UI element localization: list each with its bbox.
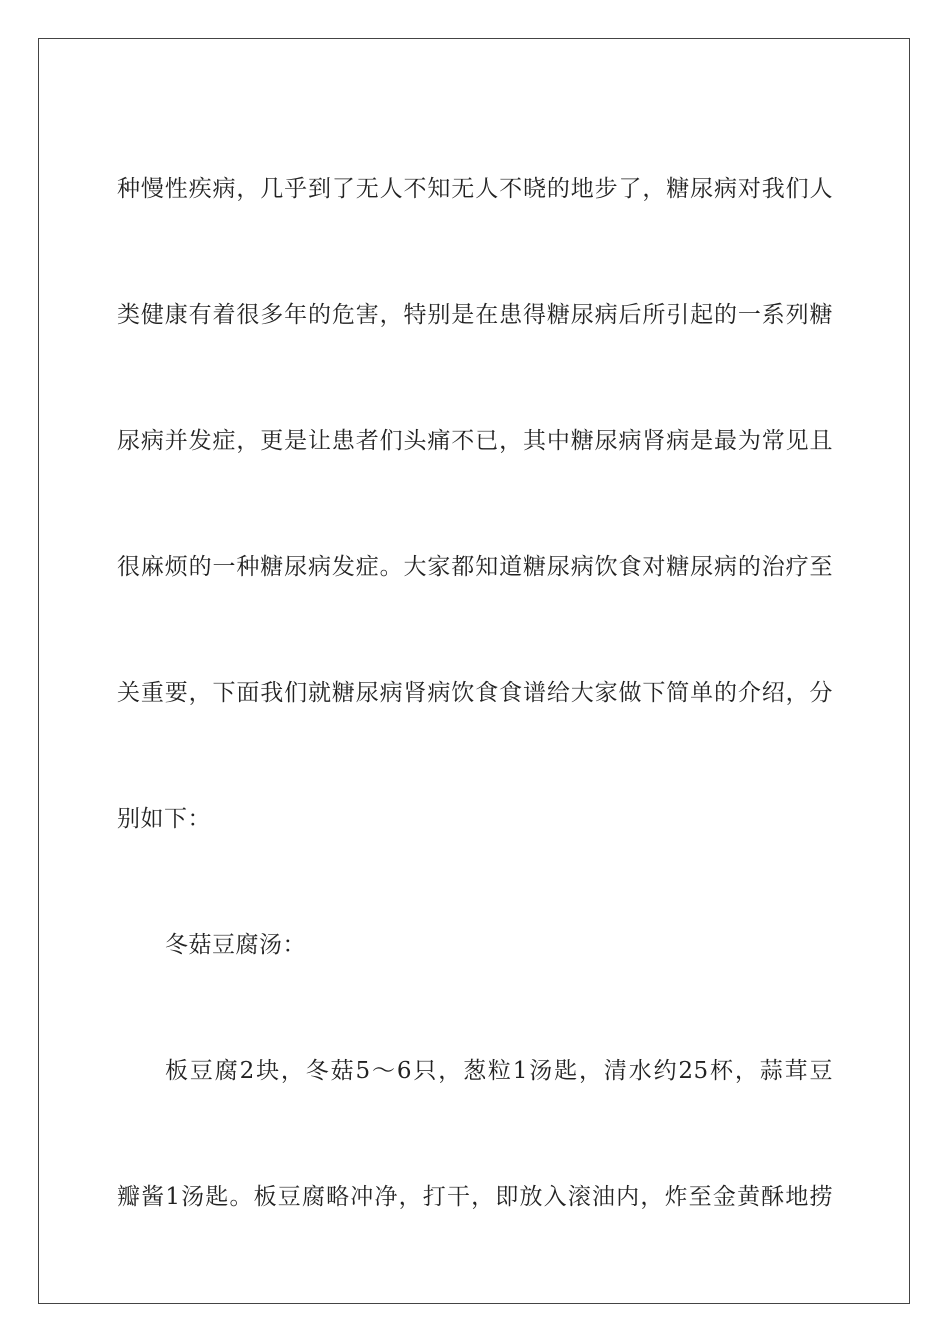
paragraph-line: 类健康有着很多年的危害，特别是在患得糖尿病后所引起的一系列糖 xyxy=(117,302,833,328)
paragraph-line: 别如下： xyxy=(117,806,211,832)
paragraph-line: 种慢性疾病，几乎到了无人不知无人不晓的地步了，糖尿病对我们人 xyxy=(117,176,833,202)
recipe-line: 瓣酱1汤匙。板豆腐略冲净，打干，即放入滚油内，炸至金黄酥地捞 xyxy=(117,1184,833,1210)
document-body xyxy=(117,126,833,1260)
paragraph-line: 尿病并发症，更是让患者们头痛不已，其中糖尿病肾病是最为常见且 xyxy=(117,428,833,454)
paragraph-line: 很麻烦的一种糖尿病发症。大家都知道糖尿病饮食对糖尿病的治疗至 xyxy=(117,554,833,580)
paragraph-line: 关重要，下面我们就糖尿病肾病饮食食谱给大家做下简单的介绍，分 xyxy=(117,680,833,706)
recipe-heading: 冬菇豆腐汤： xyxy=(165,932,306,958)
recipe-line: 板豆腐2块，冬菇5～6只，葱粒1汤匙，清水约25杯，蒜茸豆 xyxy=(165,1058,833,1084)
